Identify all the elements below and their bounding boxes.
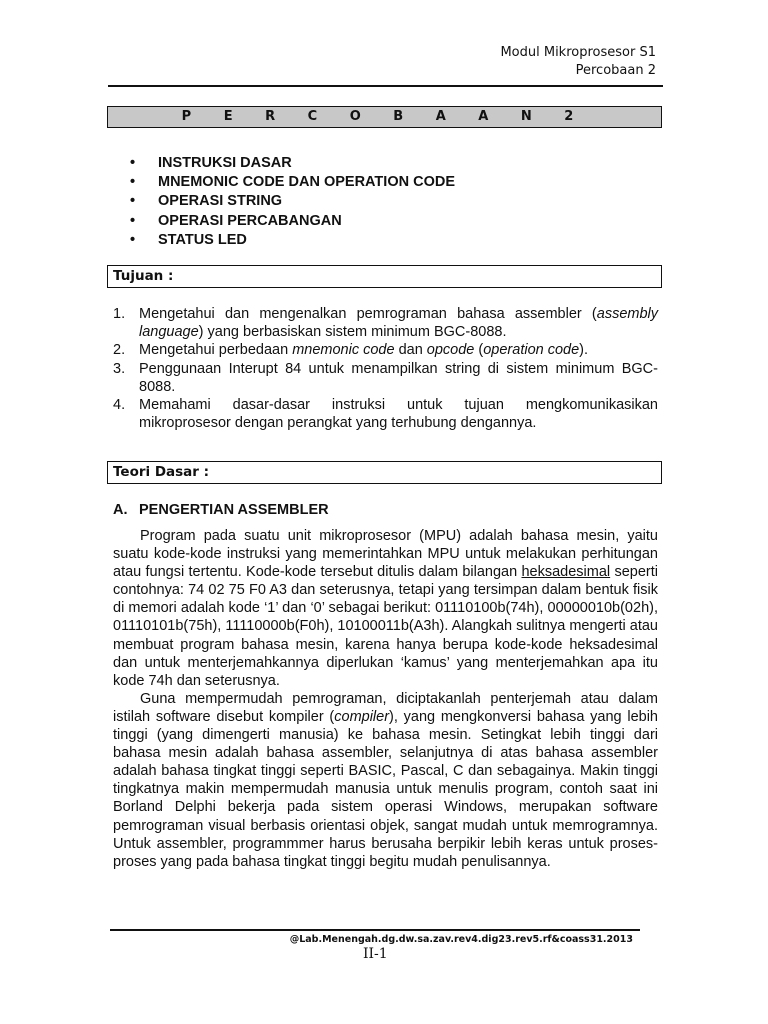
topic-text: MNEMONIC CODE DAN OPERATION CODE [158, 174, 455, 191]
topic-item [130, 231, 455, 250]
topic-item [130, 173, 455, 192]
goal-emphasis: opcode [426, 342, 475, 359]
header-rule [108, 85, 663, 87]
goal-item [113, 341, 658, 359]
goal-text: ( [474, 342, 484, 359]
goal-number: 1. [113, 306, 126, 322]
topic-text: OPERASI PERCABANGAN [158, 212, 342, 229]
goal-text: Mengetahui dan mengenalkan pemrograman bahasa assembler ( [139, 306, 597, 322]
footer-rule [110, 929, 640, 931]
goal-text: Penggunaan Interupt 84 untuk menampilkan string di sistem minimum BGC-8088. [139, 360, 658, 395]
bullet-icon: • [130, 231, 136, 248]
section-title: PENGERTIAN ASSEMBLER [139, 502, 329, 518]
section-heading [113, 501, 329, 519]
body-text [113, 527, 658, 871]
goal-emphasis: operation code [483, 342, 580, 359]
bullet-icon: • [130, 193, 136, 210]
tujuan-heading-box: Tujuan : [107, 265, 662, 288]
bullet-icon: • [130, 155, 136, 171]
module-header [500, 44, 656, 80]
goal-emphasis: mnemonic code [292, 342, 395, 359]
topic-item [130, 192, 455, 211]
goal-number: 3. [113, 360, 126, 377]
paragraph-text: Program pada suatu unit mikroprosesor (MPU) adalah bahasa mesin, yaitu suatu kode-kode instruksi yang memerintahkan MPU untuk melakukan perhitungan atau fungsi tertentu. Kode-kode tersebut ditulis dalam bilangan [113, 528, 658, 581]
topic-text: OPERASI STRING [158, 193, 283, 210]
footer-credit: @Lab.Menengah.dg.dw.sa.zav.rev4.dig23.rev5.rf&coass31.2013 [289, 934, 633, 945]
goal-text: dan [394, 342, 427, 359]
goal-text: Memahami dasar-dasar instruksi untuk tujuan mengkomunikasikan mikroprosesor dengan perangkat yang terhubung dengannya. [139, 397, 658, 432]
topic-item [130, 154, 455, 173]
paragraph [113, 527, 658, 690]
bullet-icon: • [130, 212, 136, 229]
section-letter: A. [113, 502, 128, 518]
goal-text: ). [579, 342, 589, 359]
paragraph-text: Guna mempermudah pemrograman, diciptakanlah penterjemah atau dalam istilah software disebut kompiler ( [113, 690, 658, 725]
goal-item [113, 305, 658, 341]
italic-term: compiler [334, 708, 390, 725]
paragraph-text: ), yang mengkonversi bahasa yang lebih tinggi (yang dimengerti manusia) ke bahasa mesin. Setingkat lebih tinggi dari bahasa mesin adalah bahasa assembler, selanjutnya di atas bahasa assembler adalah bahasa tingkat tinggi seperti BASIC, Pascal, C dan sebagainya. Makin tinggi tingkatnya makin mempermudah manusia untuk menulis program, contoh saat ini Borland Delphi bekerja pada sistem operasi Windows, merupakan software pemrograman visual berbasis orientasi objek, sangat mudah untuk memrogramnya. Untuk assembler, programmmer harus berusaha berpikir lebih keras untuk proses-proses yang pada bahasa tingkat tinggi begitu mudah penulisannya. [113, 708, 658, 870]
goal-number: 2. [113, 342, 126, 359]
goal-text: ) yang berbasiskan sistem minimum BGC-8088. [198, 324, 507, 341]
topic-text: STATUS LED [158, 231, 247, 248]
goal-item [113, 396, 658, 432]
goal-item [113, 360, 658, 396]
goal-text: Mengetahui perbedaan [139, 342, 293, 359]
page-number: II-1 [363, 946, 388, 962]
topic-text: INSTRUKSI DASAR [158, 155, 292, 171]
paragraph [113, 690, 658, 871]
topic-item [130, 212, 455, 231]
underlined-term: heksadesimal [521, 564, 611, 581]
paragraph-text: seperti contohnya: 74 02 75 F0 A3 dan seterusnya, tetapi yang tersimpan dalam bentuk fisik di memori adalah kode ‘1’ dan ‘0’ sebagai berikut: 01110100b(74h), 00000010b(02h), 01110101b(75h), 11110000b(F0h), 10100011b(A3h). Alangkah sulitnya mengerti atau membuat program bahasa mesin, karena hanya berupa kode-kode heksadesimal dan untuk menterjemahkannya diperlukan ‘kamus’ yang menterjemahkan apa itu kode 74h dan seterusnya. [113, 564, 658, 689]
topic-list [130, 154, 455, 250]
experiment-title-bar: P E R C O B A A N 2 [107, 106, 662, 128]
goal-emphasis: assembly language [139, 306, 658, 341]
experiment-label: Percobaan 2 [575, 63, 656, 78]
teori-heading-box: Teori Dasar : [107, 461, 662, 484]
goal-list [113, 305, 658, 432]
module-title: Modul Mikroprosesor S1 [500, 45, 656, 60]
bullet-icon: • [130, 174, 136, 191]
goal-number: 4. [113, 397, 126, 414]
